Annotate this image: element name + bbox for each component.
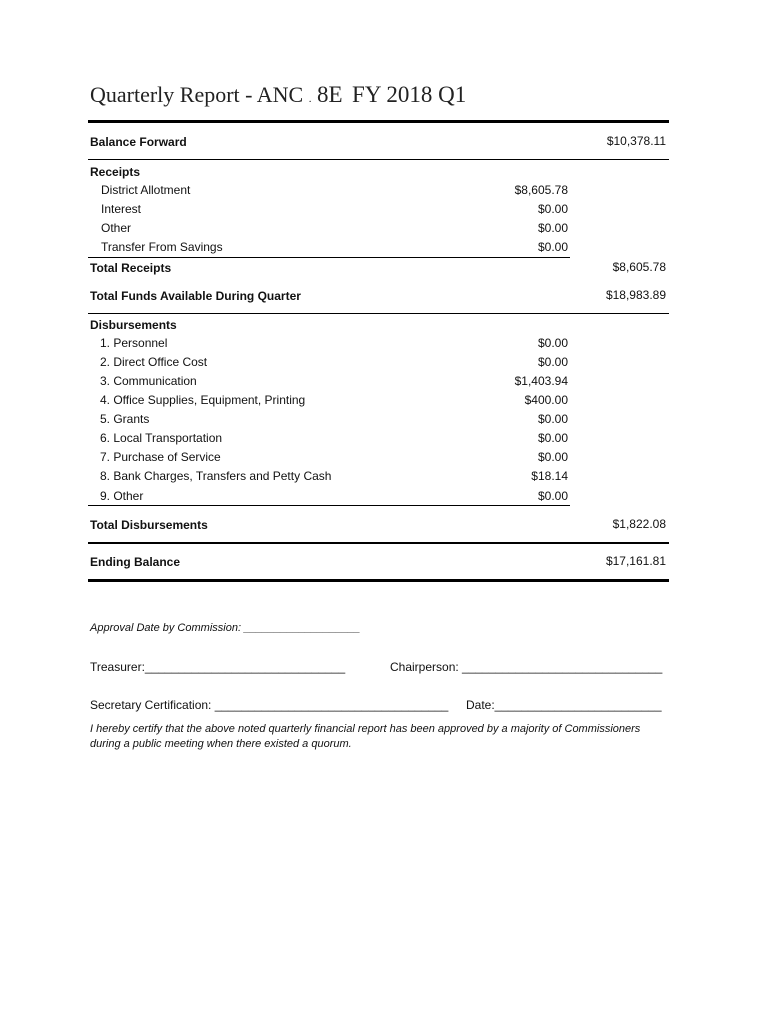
receipt-amount: $0.00 xyxy=(537,221,568,235)
receipt-label: District Allotment xyxy=(101,183,191,197)
approval-date-field: Approval Date by Commission: ___________________ xyxy=(90,622,361,634)
header-rule xyxy=(88,120,669,123)
disbursement-label: 9. Other xyxy=(100,489,144,503)
disbursement-amount: $0.00 xyxy=(537,450,568,464)
disbursement-label: 5. Grants xyxy=(100,412,150,426)
section-divider xyxy=(88,159,669,160)
total-disbursements-amount: $1,822.08 xyxy=(612,517,666,531)
receipts-rule xyxy=(88,257,570,258)
disbursement-amount: $0.00 xyxy=(537,355,568,369)
disbursement-label: 6. Local Transportation xyxy=(100,431,223,445)
disbursement-label: 1. Personnel xyxy=(100,336,168,350)
disbursement-amount: $0.00 xyxy=(537,412,568,426)
total-funds-label: Total Funds Available During Quarter xyxy=(90,289,301,303)
disbursement-label: 2. Direct Office Cost xyxy=(100,355,208,369)
ending-balance-bottom-rule xyxy=(88,579,669,582)
disbursement-amount: $18.14 xyxy=(531,469,568,483)
title-separator: . xyxy=(308,93,312,105)
certification-statement-line: I hereby certify that the above noted quarterly financial report has been approved by a majority of Commissioners xyxy=(90,723,641,735)
balance-forward-label: Balance Forward xyxy=(90,135,187,149)
ending-balance-label: Ending Balance xyxy=(90,555,181,569)
section-divider xyxy=(88,313,669,314)
disbursement-amount: $0.00 xyxy=(537,336,568,350)
receipt-amount: $0.00 xyxy=(537,202,568,216)
disbursement-label: 7. Purchase of Service xyxy=(100,450,221,464)
disbursement-amount: $1,403.94 xyxy=(514,374,568,388)
receipt-amount: $8,605.78 xyxy=(514,183,568,197)
receipts-heading: Receipts xyxy=(90,165,141,179)
receipt-label: Interest xyxy=(101,202,142,216)
ending-balance-top-rule xyxy=(88,542,669,544)
receipt-label: Transfer From Savings xyxy=(101,240,223,254)
chairperson-signature-field: Chairperson: ______________________________ xyxy=(390,660,663,674)
disbursements-rule xyxy=(88,505,570,506)
disbursement-label: 4. Office Supplies, Equipment, Printing xyxy=(100,393,306,407)
balance-forward-amount: $10,378.11 xyxy=(606,134,666,148)
receipt-label: Other xyxy=(101,221,132,235)
disbursements-heading: Disbursements xyxy=(90,318,177,332)
disbursement-amount: $0.00 xyxy=(537,431,568,445)
receipt-amount: $0.00 xyxy=(537,240,568,254)
date-field: Date:_________________________ xyxy=(466,698,662,712)
ending-balance-amount: $17,161.81 xyxy=(605,554,666,568)
total-disbursements-label: Total Disbursements xyxy=(90,518,208,532)
title-period: FY 2018 Q1 xyxy=(352,82,467,107)
disbursement-amount: $0.00 xyxy=(537,489,568,503)
title-prefix: Quarterly Report - ANC xyxy=(90,82,304,107)
secretary-certification-field: Secretary Certification: ___________________________________ xyxy=(90,698,449,712)
certification-statement-line: during a public meeting when there existed a quorum. xyxy=(90,738,352,750)
disbursement-amount: $400.00 xyxy=(524,393,568,407)
disbursement-label: 3. Communication xyxy=(100,374,197,388)
treasurer-signature-field: Treasurer:______________________________ xyxy=(90,660,346,674)
total-funds-amount: $18,983.89 xyxy=(605,288,666,302)
total-receipts-label: Total Receipts xyxy=(90,261,172,275)
disbursement-label: 8. Bank Charges, Transfers and Petty Cash xyxy=(100,469,332,483)
report-title xyxy=(90,82,466,108)
title-anc-id: 8E xyxy=(316,82,343,107)
total-receipts-amount: $8,605.78 xyxy=(612,260,666,274)
